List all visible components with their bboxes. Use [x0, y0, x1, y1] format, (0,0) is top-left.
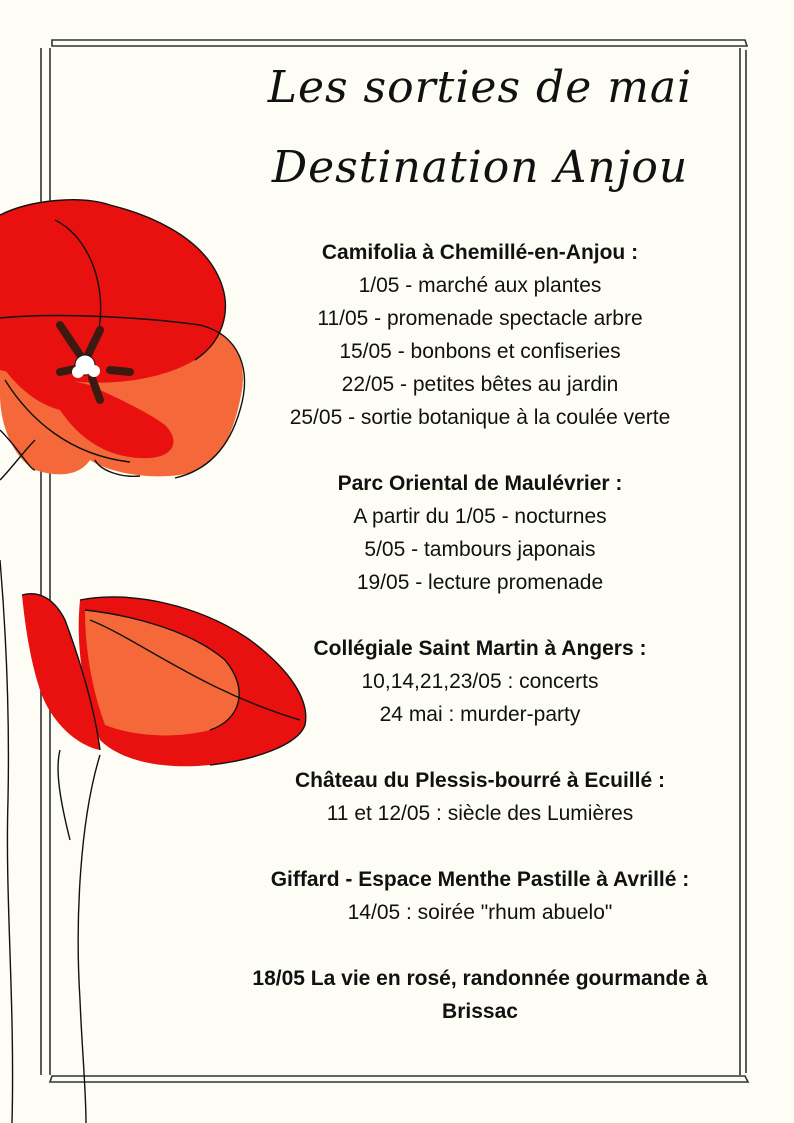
- event-line: 11/05 - promenade spectacle arbre: [317, 307, 643, 330]
- section-giffard: [215, 863, 745, 929]
- section-heading: Collégiale Saint Martin à Angers :: [313, 637, 647, 660]
- section-heading: Château du Plessis-bourré à Ecuillé :: [295, 769, 665, 792]
- event-line: 25/05 - sortie botanique à la coulée verte: [289, 406, 671, 429]
- final-event-line-1: 18/05 La vie en rosé, randonnée gourmande à: [252, 967, 708, 990]
- event-line: 11 et 12/05 : siècle des Lumières: [326, 802, 634, 825]
- section-maulevrier: [215, 467, 745, 599]
- event-line: 5/05 - tambours japonais: [364, 538, 596, 561]
- event-line: 1/05 - marché aux plantes: [358, 274, 602, 297]
- final-event-line-2: Brissac: [442, 1000, 518, 1023]
- section-heading: Parc Oriental de Maulévrier :: [337, 472, 623, 495]
- section-plessis-bourre: [215, 764, 745, 830]
- section-collegiale: [215, 632, 745, 731]
- event-line: A partir du 1/05 - nocturnes: [353, 505, 607, 528]
- section-heading: Camifolia à Chemillé-en-Anjou :: [321, 241, 639, 264]
- event-line: 24 mai : murder-party: [379, 703, 581, 726]
- event-line: 15/05 - bonbons et confiseries: [339, 340, 621, 363]
- title-line-1: Les sorties de mai: [267, 62, 693, 113]
- event-line: 10,14,21,23/05 : concerts: [361, 670, 599, 693]
- section-camifolia: [215, 236, 745, 434]
- poppy-stems: [0, 440, 100, 1123]
- event-line: 22/05 - petites bêtes au jardin: [341, 373, 619, 396]
- event-line: 14/05 : soirée "rhum abuelo": [347, 901, 613, 924]
- event-line: 19/05 - lecture promenade: [356, 571, 604, 594]
- section-heading: Giffard - Espace Menthe Pastille à Avrillé :: [270, 868, 690, 891]
- events-list: [215, 236, 745, 1028]
- final-event: [215, 962, 745, 1028]
- poppy-top-flower: [0, 200, 244, 478]
- title-line-2: Destination Anjou: [271, 142, 689, 193]
